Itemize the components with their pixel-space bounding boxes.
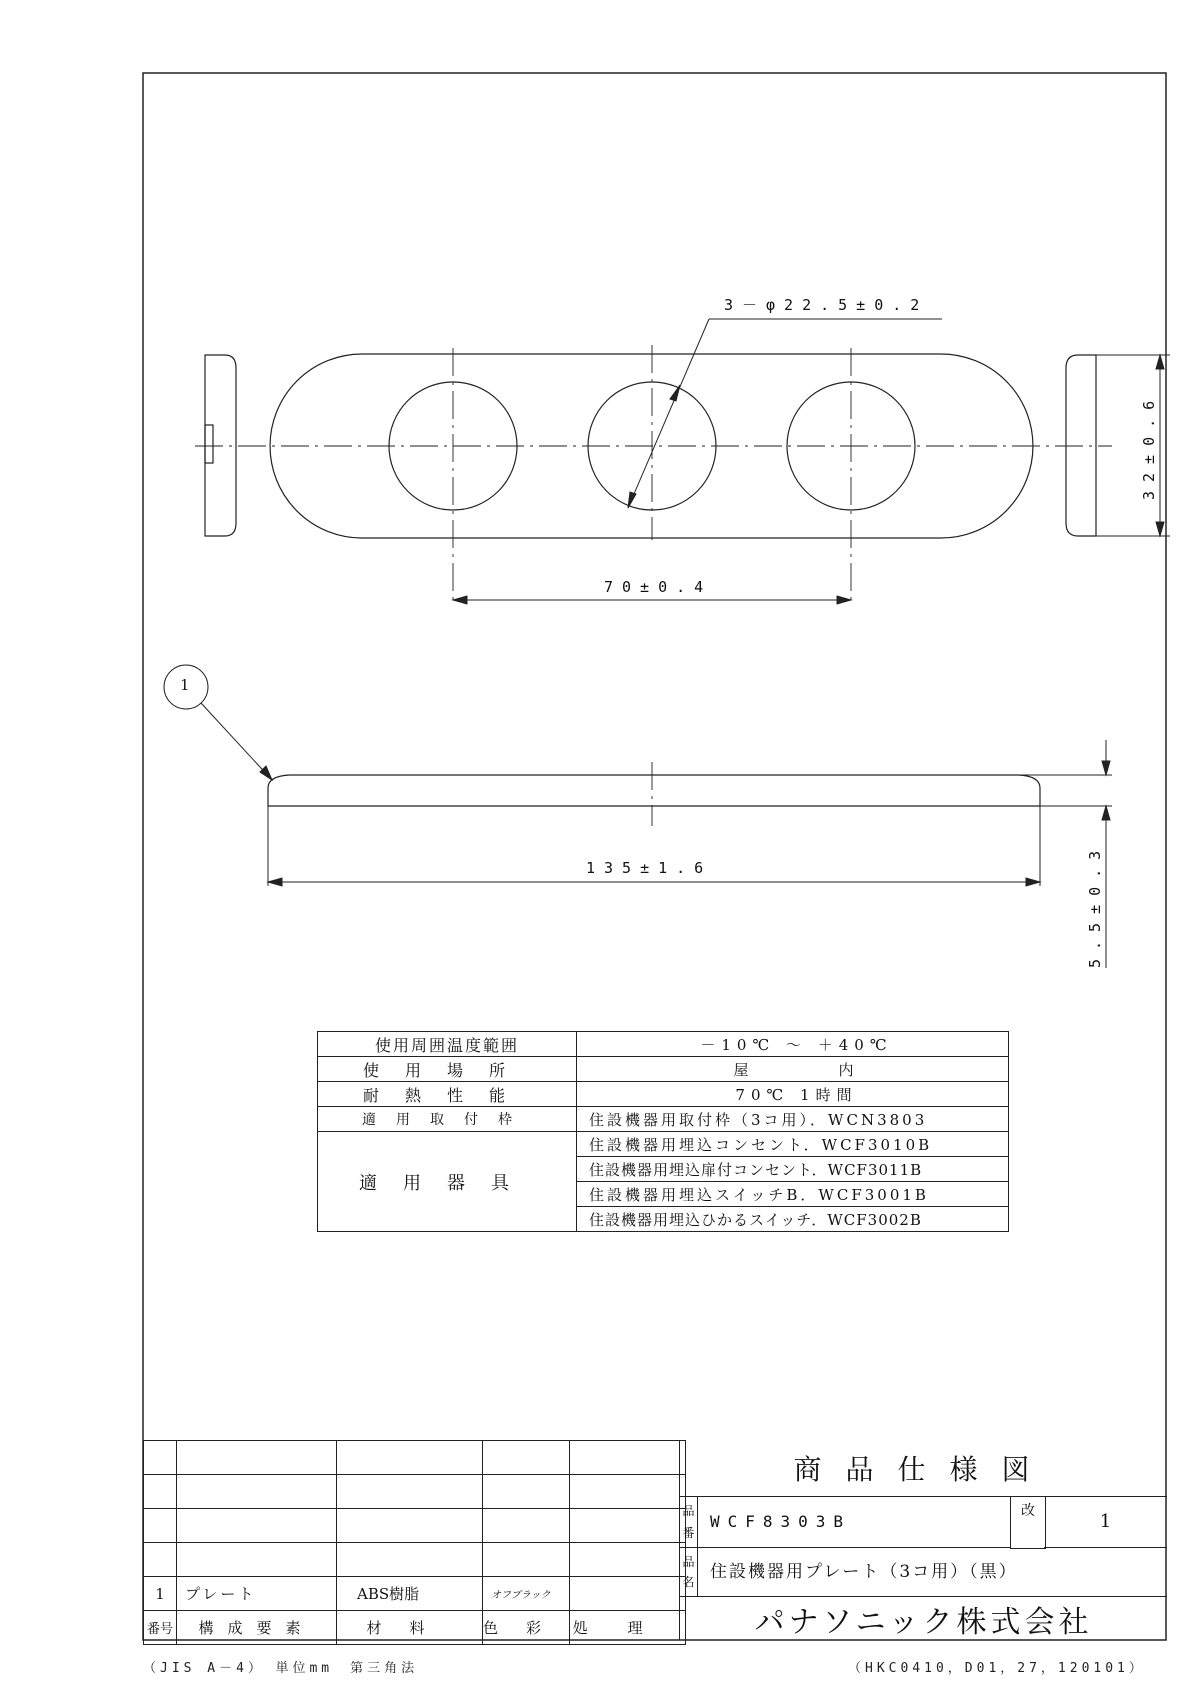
- fixture-item: 住設機器用埋込コンセント．WCF3010B: [577, 1132, 1009, 1157]
- dim-holes: 3－φ22.5±0.2: [724, 296, 929, 314]
- spec-value: －10℃ ～ ＋40℃: [577, 1032, 1009, 1057]
- parts-row: [144, 1577, 686, 1611]
- dim-height: 32±0.6: [1140, 391, 1158, 500]
- spec-value: 屋 内: [577, 1057, 1009, 1082]
- header-no: 番号: [144, 1611, 177, 1645]
- header-treatment: 処理: [570, 1611, 686, 1645]
- name-label: 品名: [680, 1548, 698, 1596]
- spec-row: [318, 1107, 1009, 1132]
- spec-label: 耐熱性能: [318, 1082, 577, 1107]
- header-material: 材料: [337, 1611, 483, 1645]
- spec-label: 使用場所: [318, 1057, 577, 1082]
- header-color: 色彩: [483, 1611, 570, 1645]
- side-view: [268, 775, 1040, 806]
- part-no-label: 品番: [680, 1496, 698, 1548]
- balloon-number: 1: [180, 676, 190, 694]
- spec-table: [317, 1031, 1009, 1232]
- doc-title: 商品仕様図: [680, 1440, 1167, 1497]
- rev-value: 1: [1099, 1511, 1112, 1532]
- part-treatment: [570, 1577, 686, 1611]
- fixture-item: 住設機器用埋込ひかるスイッチ．WCF3002B: [577, 1207, 1009, 1232]
- drawing-frame: [143, 73, 1166, 1640]
- header-component: 構成要素: [177, 1611, 337, 1645]
- spec-value: 住設機器用取付枠（3コ用）．WCN3803: [577, 1107, 1009, 1132]
- title-block: [679, 1440, 1167, 1640]
- part-material: ABS樹脂: [337, 1577, 483, 1611]
- fixtures-label: 適用器具: [318, 1132, 577, 1232]
- top-dimensions: [453, 319, 1170, 604]
- spec-label: 適用取付枠: [318, 1107, 577, 1132]
- left-side-notch: [205, 425, 213, 463]
- parts-header: [144, 1611, 686, 1645]
- dim-pitch: 70±0.4: [604, 578, 713, 596]
- parts-list: [143, 1440, 686, 1645]
- spec-label: 使用周囲温度範囲: [318, 1032, 577, 1057]
- spec-row: [318, 1132, 1009, 1157]
- part-no: 1: [144, 1577, 177, 1611]
- spec-row: [318, 1057, 1009, 1082]
- spec-value: 70℃ 1時間: [577, 1082, 1009, 1107]
- footer-right: （HKC0410，D01，27，120101）: [848, 1661, 1146, 1676]
- footer-left: （JIS A－4） 単位mm 第三角法: [143, 1661, 419, 1676]
- spec-row: [318, 1032, 1009, 1057]
- plate-side-outline: [268, 775, 1040, 806]
- left-side-profile: [205, 355, 236, 536]
- side-dimensions: [164, 665, 1112, 968]
- part-component: プレート: [177, 1577, 337, 1611]
- dim-thickness: 5.5±0.3: [1086, 841, 1104, 968]
- fixture-item: 住設機器用埋込扉付コンセント．WCF3011B: [577, 1157, 1009, 1182]
- right-side-profile: [1066, 355, 1096, 536]
- centerlines: [195, 345, 1112, 600]
- part-number: WCF8303B: [710, 1512, 852, 1531]
- rev-label: 改: [1010, 1496, 1046, 1549]
- part-name: 住設機器用プレート（3コ用）（黒）: [710, 1562, 1018, 1582]
- dim-length: 135±1.6: [586, 859, 713, 877]
- company-name: パナソニック株式会社: [754, 1604, 1093, 1640]
- spec-row: [318, 1082, 1009, 1107]
- part-color: オフブラック: [483, 1577, 570, 1611]
- divider: [1044, 1547, 1167, 1548]
- fixture-item: 住設機器用埋込スイッチB．WCF3001B: [577, 1182, 1009, 1207]
